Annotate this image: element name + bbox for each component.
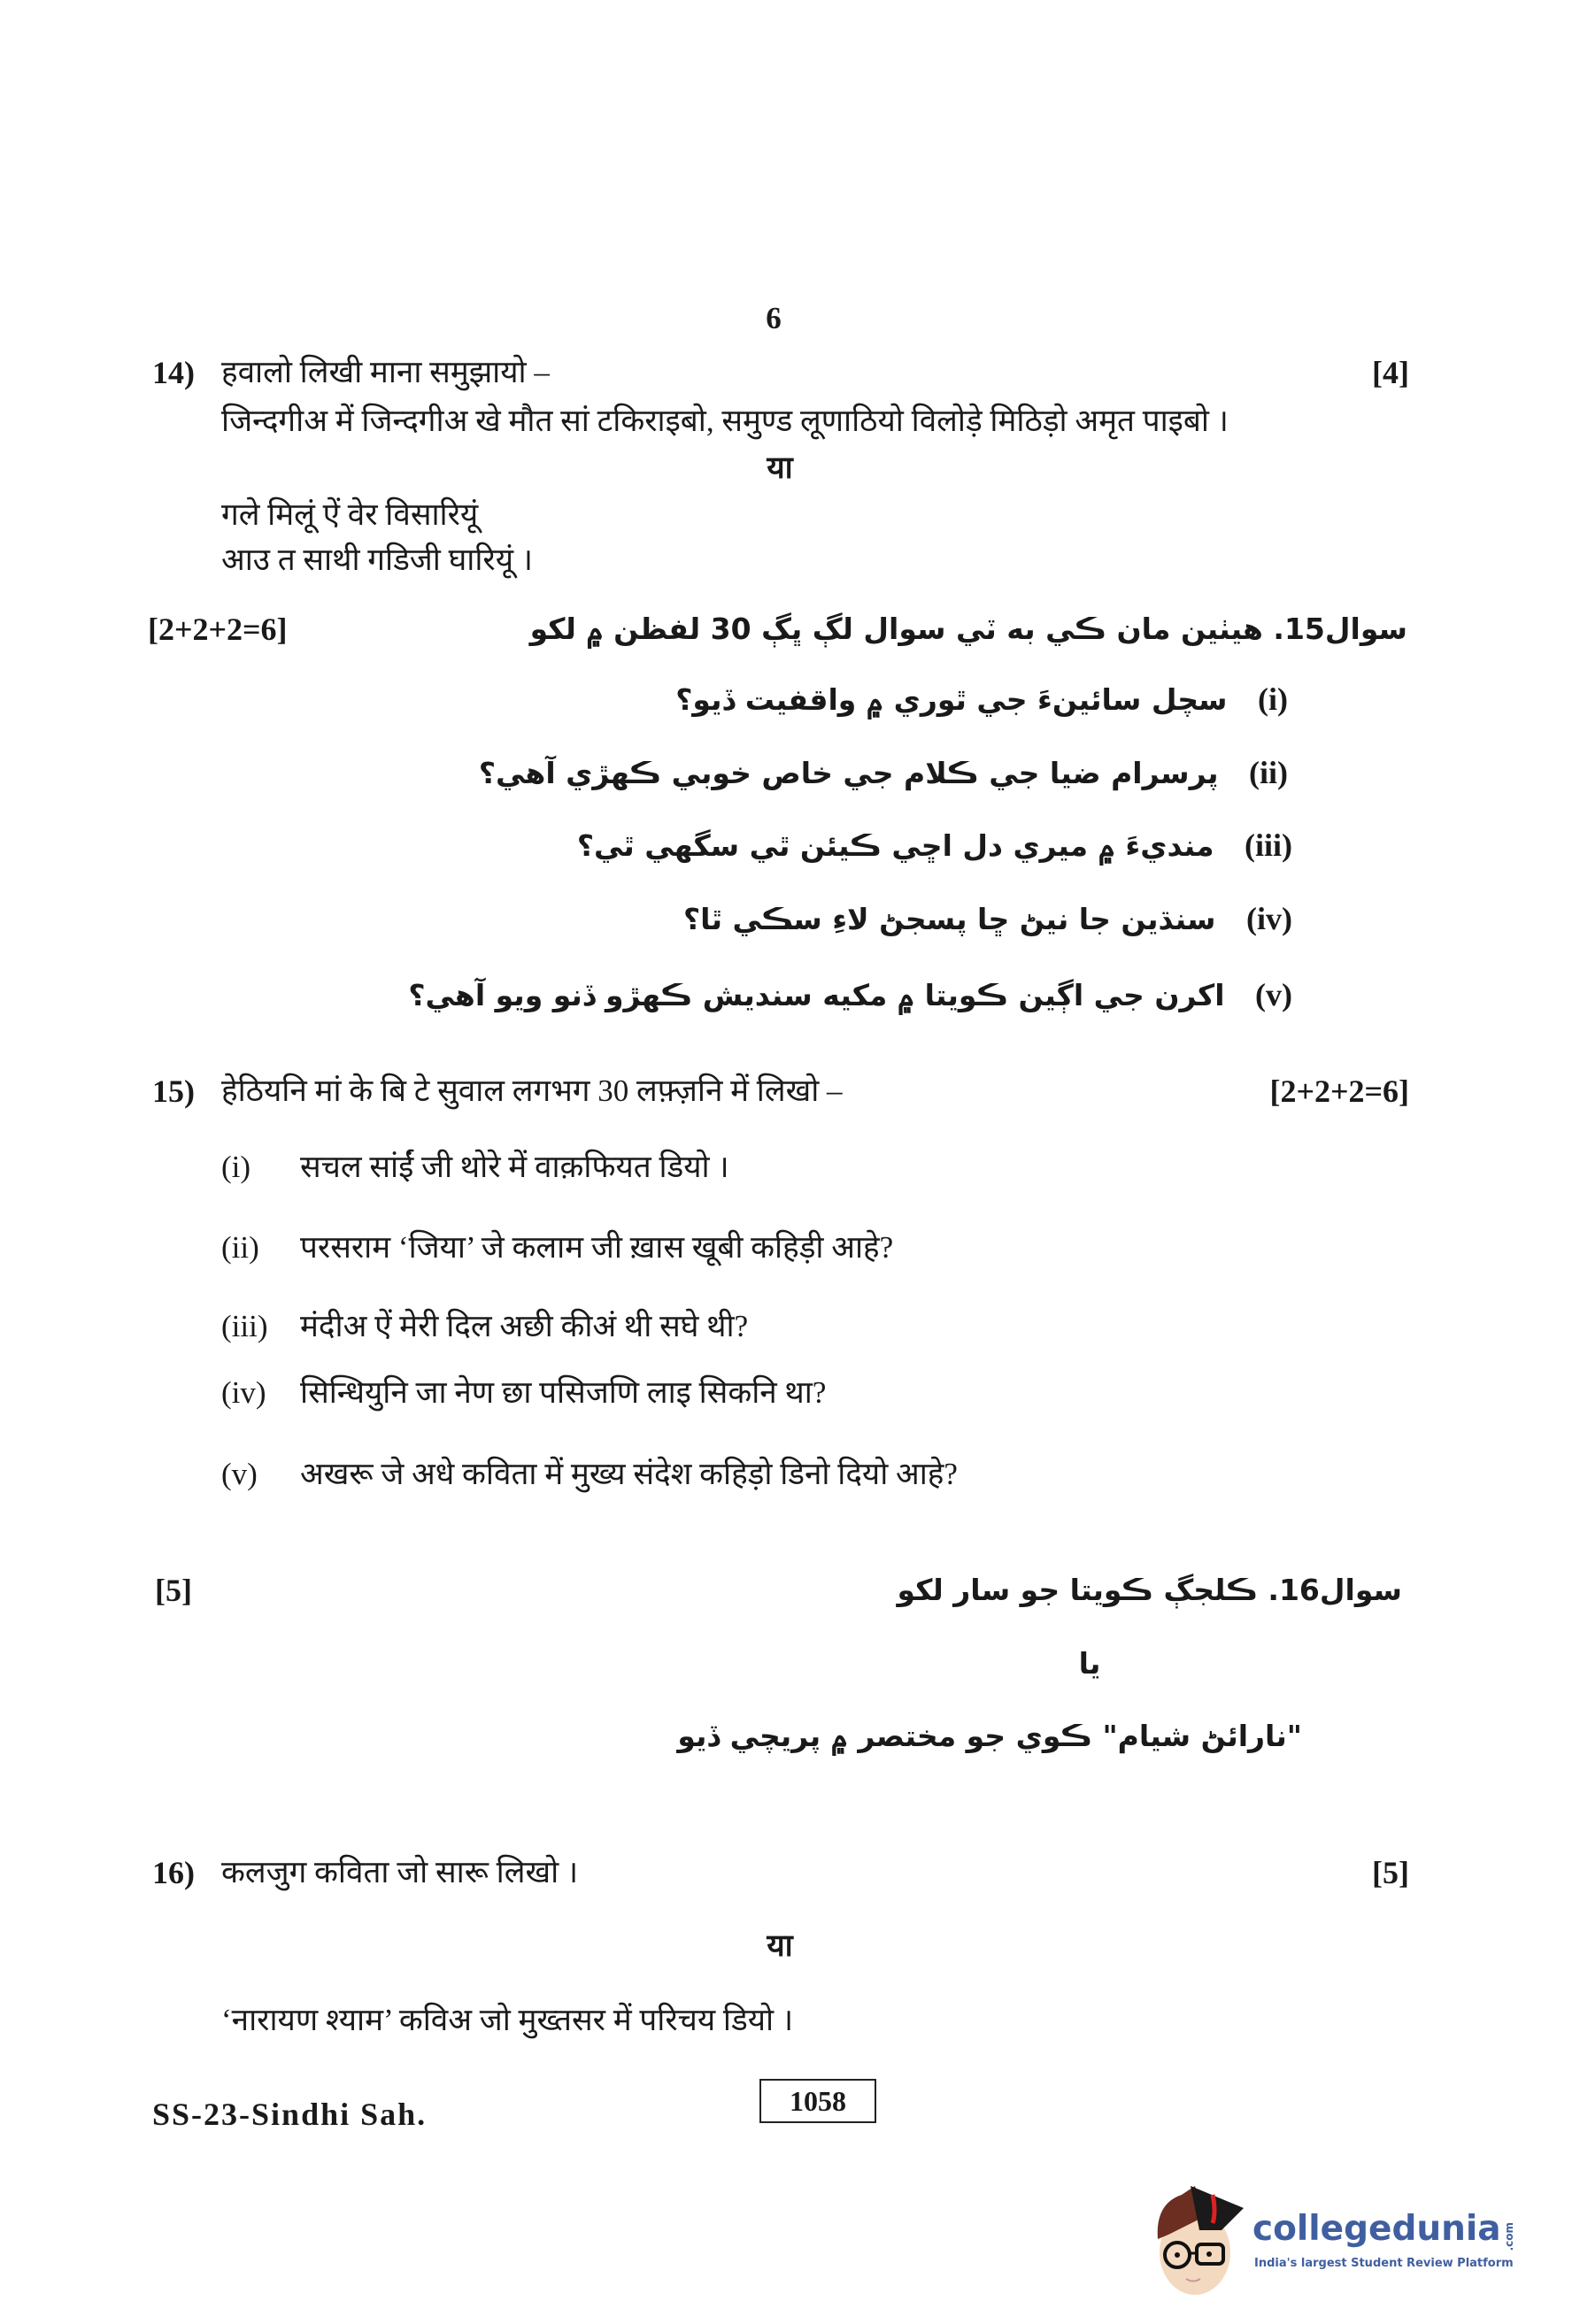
item-text: منديءَ ۾ ميري دل اڇي ڪيئن ٿي سگهي ٿي؟ <box>576 828 1214 863</box>
q14-marks: [4] <box>1372 355 1409 390</box>
list-item <box>443 826 1292 865</box>
item-text: سچل سائينءَ جي ٿوري ۾ واقفيت ڏيو؟ <box>675 682 1228 717</box>
item-text: پرسرام ضيا جي ڪلام جي خاص خوبي ڪهڙي آهي؟ <box>478 756 1219 790</box>
q14-number: 14) <box>152 355 195 390</box>
q15-prompt: हेठियनि मां के बि टे सुवाल लगभग 30 लफ़्ज़नि में लिखो – <box>221 1074 843 1108</box>
item-label: (i) <box>1257 681 1288 717</box>
item-text: सिन्धियुनि जा नेण छा पसिजणि लाइ सिकनि था? <box>300 1375 827 1410</box>
q14-line1: जिन्दगीअ में जिन्दगीअ खे मौत सां टकिराइबो, समुण्ड लूणाठियो विलोड़े मिठिड़ो अमृत पाइबो । <box>221 404 1229 438</box>
brand-name <box>1252 2208 1515 2251</box>
q16-or: या <box>767 1928 793 1963</box>
item-label: (ii) <box>1248 755 1288 790</box>
q15-arabic-heading: سوال15. هيٺين مان ڪي به ٽي سوال لڳ ڀڳ 30 لفظن ۾ لکو <box>529 612 1407 646</box>
item-text: سنڌين جا نيڻ ڇا پسجڻ لاءِ سڪي ٿا؟ <box>683 902 1216 936</box>
list-item <box>408 975 1292 1014</box>
q16-arabic-heading: سوال16. ڪلجڳ ڪويتا جو سار لکو <box>897 1573 1402 1607</box>
q16-prompt: कलजुग कविता जो सारू लिखो । <box>221 1855 579 1889</box>
brand-text: collegedunia <box>1252 2209 1501 2249</box>
list-item <box>443 680 1288 719</box>
item-text: परसराम ‘जिया’ जे कलाम जी ख़ास खूबी कहिड़ी आहे? <box>300 1230 894 1265</box>
item-label: (iv) <box>221 1375 266 1410</box>
booklet-number: 1058 <box>759 2079 876 2123</box>
paper-code: SS-23-Sindhi Sah. <box>152 2097 428 2132</box>
item-label: (iii) <box>221 1309 268 1343</box>
item-label: (i) <box>221 1150 251 1184</box>
q14-prompt: हवालो लिखी माना समुझायो – <box>221 355 550 389</box>
q16-number: 16) <box>152 1855 195 1890</box>
item-label: (iv) <box>1245 901 1292 936</box>
page-number: 6 <box>766 301 782 335</box>
brand-tagline: India's largest Student Review Platform <box>1254 2257 1514 2270</box>
brand-domain: .com <box>1502 2221 1515 2251</box>
q14-line3: आउ त साथी गडिजी घारियूं । <box>221 543 534 577</box>
q14-line2: गले मिलूं ऐं वेर विसारियूं <box>221 497 479 532</box>
list-item <box>443 753 1288 792</box>
q14-or: या <box>767 450 793 485</box>
item-text: اکرن جي اڳين ڪويتا ۾ مکيه سنديش ڪهڙو ڏنو ويو آهي؟ <box>408 978 1225 1012</box>
q15-number: 15) <box>152 1074 195 1109</box>
q16-alt: ‘नारायण श्याम’ कविअ जो मुख्तसर में परिचय डियो । <box>221 2003 794 2037</box>
q16-marks: [5] <box>1372 1855 1409 1890</box>
list-item <box>443 899 1292 938</box>
item-text: अखरू जे अधे कविता में मुख्य संदेश कहिड़ो डिनो दियो आहे? <box>300 1457 958 1491</box>
q16-arabic-alt: "نارائڻ شيام" ڪوي جو مختصر ۾ پريچي ڏيو <box>677 1719 1302 1753</box>
item-text: सचल सांईं जी थोरे में वाक़फियत डियो । <box>300 1150 729 1184</box>
item-label: (ii) <box>221 1230 259 1265</box>
q16-arabic-or: يا <box>1078 1646 1101 1681</box>
mascot-icon <box>1142 2168 1257 2301</box>
item-label: (iii) <box>1244 827 1292 863</box>
q16-arabic-marks: [5] <box>155 1573 192 1608</box>
item-text: मंदीअ ऐं मेरी दिल अछी कीअं थी सघे थी? <box>300 1309 749 1343</box>
q15-marks: [2+2+2=6] <box>1269 1074 1409 1109</box>
q15-arabic-marks: [2+2+2=6] <box>148 612 288 647</box>
item-label: (v) <box>221 1457 258 1491</box>
item-label: (v) <box>1255 977 1292 1012</box>
collegedunia-logo <box>1142 2168 1567 2301</box>
